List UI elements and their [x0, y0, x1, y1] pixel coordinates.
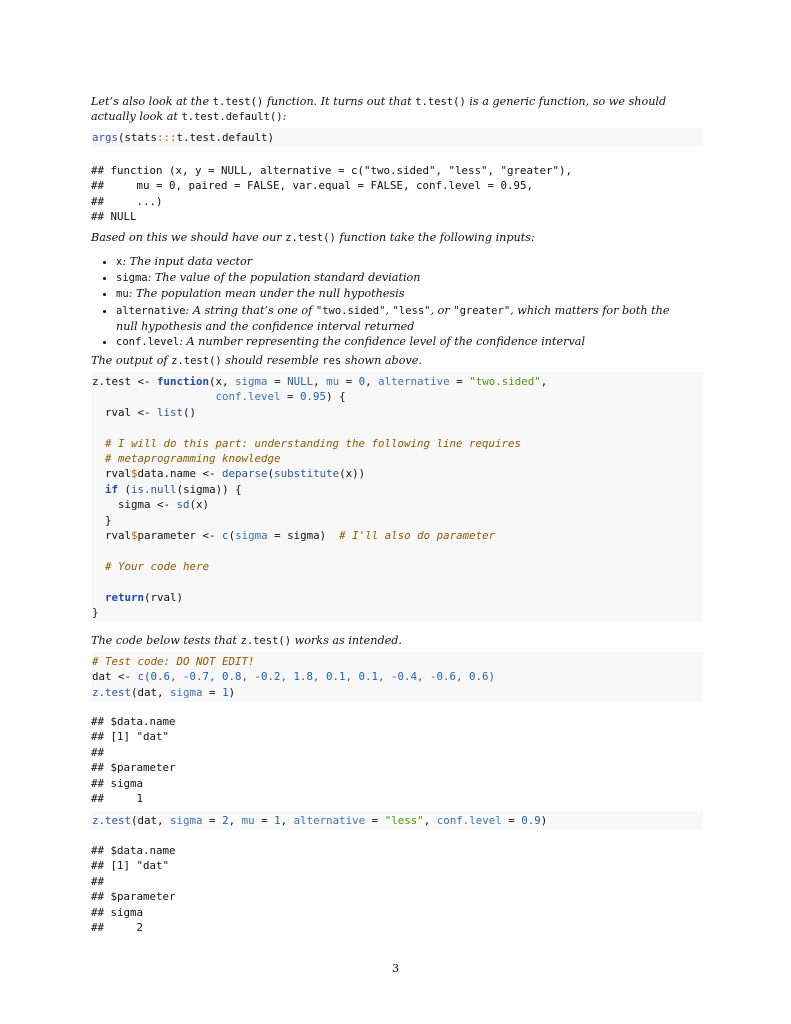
code-fn: z.test — [92, 814, 132, 827]
code-comment: # Your code here — [92, 559, 210, 573]
prose-text: function take the following inputs: — [339, 231, 535, 244]
code-arg: conf.level — [215, 390, 281, 404]
code-line — [92, 405, 703, 420]
input-name: mu — [116, 288, 129, 301]
code-number: 0.9 — [521, 814, 541, 827]
code-text: (stats — [118, 131, 158, 144]
code-fn: c — [137, 670, 145, 684]
code-text: , — [313, 375, 327, 388]
code-arg: sigma — [170, 814, 203, 827]
input-desc: , or — [430, 303, 450, 317]
input-desc: , — [385, 303, 389, 317]
code-text: (x, — [209, 375, 236, 388]
code-text: ) { — [326, 390, 346, 404]
test-note — [91, 634, 702, 649]
input-desc: : The value of the population standard deviation — [147, 271, 421, 285]
output-line: ## $parameter — [91, 761, 176, 775]
code-comment: # metaprogramming knowledge — [92, 452, 281, 466]
code-number: 0 — [358, 375, 366, 388]
code-text: , — [228, 814, 242, 827]
input-desc: : The population mean under the null hypothesis — [128, 287, 405, 301]
code-text: , — [365, 375, 379, 388]
inline-code: t.test() — [415, 96, 466, 108]
input-desc: : A number representing the confidence level of the confidence interval — [179, 335, 586, 349]
code-string: "less" — [384, 814, 424, 827]
code-text: ) — [228, 685, 236, 699]
output-line: ## $parameter — [91, 890, 176, 904]
list-item — [116, 270, 702, 286]
code-block-test — [91, 652, 703, 702]
code-line — [92, 389, 703, 404]
code-line — [92, 482, 703, 497]
code-line — [92, 528, 703, 543]
code-line — [92, 466, 703, 481]
code-text: = — [202, 814, 223, 827]
list-item — [116, 254, 702, 270]
output-line: ## — [91, 874, 105, 888]
code-text: t.test.default) — [176, 131, 275, 144]
inputs-intro — [91, 231, 702, 246]
code-text: ( — [228, 529, 236, 543]
list-item — [116, 286, 702, 302]
input-name: alternative — [116, 304, 186, 317]
code-line — [92, 374, 703, 389]
inline-code: t.test.default() — [181, 110, 283, 123]
output-line: ## [1] "dat" — [91, 859, 170, 873]
code-line-blank — [92, 543, 703, 558]
intro-text: : — [282, 109, 287, 123]
code-text: ) — [540, 814, 548, 827]
code-text: = — [365, 814, 385, 827]
list-item — [116, 334, 702, 350]
inline-code: "two.sided" — [315, 304, 386, 317]
input-desc: , which matters for both the — [510, 303, 670, 317]
code-text: rval — [92, 529, 132, 543]
code-fn: args — [92, 131, 119, 144]
intro-text: Let’s also look at the — [91, 95, 210, 108]
intro-text: actually look at — [91, 109, 178, 123]
code-fn: c — [222, 529, 229, 543]
prose-text: works as intended. — [294, 634, 402, 647]
inline-code: z.test() — [171, 355, 222, 367]
code-text: rval <- — [92, 405, 158, 419]
output-line: ## mu = 0, paired = FALSE, var.equal = FALSE, conf.level = 0.95, — [91, 179, 534, 193]
prose-text: Based on this we should have our — [91, 231, 282, 244]
code-arg: alternative — [293, 814, 366, 827]
code-const: NULL — [287, 375, 314, 388]
output-line: ## sigma — [91, 776, 144, 790]
output-line: ## $data.name — [91, 844, 176, 857]
code-text: () — [183, 405, 197, 419]
output-line: ## NULL — [91, 210, 137, 224]
code-arg: mu — [241, 814, 255, 827]
page-number: 3 — [391, 961, 400, 975]
code-indent — [92, 390, 216, 403]
input-desc: : The input data vector — [122, 255, 253, 268]
output-line: ## ...) — [91, 194, 163, 208]
code-text: (dat, — [131, 814, 171, 827]
code-keyword: return — [105, 590, 145, 604]
code-indent — [92, 591, 105, 604]
inline-code: "less" — [392, 304, 431, 317]
input-name: sigma — [116, 272, 148, 285]
code-text: z.test <- — [92, 375, 158, 388]
output-block-args — [91, 163, 702, 225]
prose-text: The output of — [91, 354, 168, 367]
code-arg: conf.level — [436, 814, 502, 827]
code-text: (x) — [189, 498, 210, 512]
code-arg: sigma — [235, 529, 268, 543]
code-text: sigma <- — [92, 498, 177, 512]
code-number: 0.95 — [300, 390, 327, 404]
code-text: = — [339, 375, 359, 388]
inline-code: z.test() — [285, 232, 336, 244]
code-text: rval — [92, 467, 132, 481]
code-fn: deparse — [222, 467, 268, 481]
inputs-list — [91, 254, 702, 350]
code-line: } — [92, 606, 99, 620]
code-keyword: function — [157, 375, 210, 388]
inline-code: t.test() — [212, 96, 264, 108]
code-dollar: $ — [131, 529, 138, 543]
code-line — [92, 669, 703, 684]
code-number: 1 — [222, 685, 229, 699]
prose-text: should resemble — [225, 354, 319, 367]
code-arg: sigma — [235, 375, 268, 388]
intro-paragraph — [91, 95, 702, 124]
code-line — [92, 685, 703, 700]
code-text: data.name <- — [137, 467, 223, 481]
output-line: ## 1 — [91, 792, 144, 806]
code-line-blank — [92, 420, 703, 435]
output-line: ## $data.name — [91, 715, 176, 728]
code-text: = — [501, 814, 522, 827]
code-indent — [92, 483, 105, 496]
intro-text: is a generic function, so we should — [469, 95, 667, 108]
output-block-test2 — [91, 843, 702, 935]
code-fn: is.null — [131, 482, 177, 496]
code-text: = — [280, 390, 301, 404]
prose-text: The code below tests that — [91, 634, 237, 647]
input-name: conf.level — [116, 336, 180, 349]
code-text: , — [540, 375, 548, 388]
code-arg: alternative — [378, 375, 450, 388]
code-number: 2 — [222, 814, 229, 827]
inline-code: "greater" — [453, 304, 511, 317]
code-line-blank — [92, 574, 703, 589]
code-text: = — [449, 375, 470, 388]
code-arg: sigma — [170, 685, 203, 699]
code-comment: # I will do this part: understanding the following line requires — [92, 436, 522, 450]
list-item — [116, 303, 702, 334]
code-ns-op: ::: — [157, 131, 177, 144]
code-keyword: if — [105, 482, 119, 496]
inline-code: res — [322, 355, 342, 367]
code-number: 1 — [274, 814, 281, 827]
input-desc: null hypothesis and the confidence interval returned — [116, 319, 415, 333]
code-text: (rval) — [144, 590, 184, 604]
code-arg: mu — [326, 375, 340, 388]
code-comment: # Test code: DO NOT EDIT! — [92, 655, 255, 668]
code-text: ( — [267, 467, 275, 481]
code-text: dat <- — [92, 670, 138, 684]
output-line: ## sigma — [91, 905, 144, 919]
code-text: , — [280, 814, 294, 827]
code-text: (dat, — [131, 685, 171, 699]
code-fn: sd — [176, 498, 190, 512]
output-line: ## [1] "dat" — [91, 730, 170, 744]
code-dollar: $ — [131, 467, 138, 481]
output-note — [91, 354, 702, 369]
input-desc: : A string that’s one of — [185, 303, 313, 317]
code-text: parameter <- — [137, 529, 223, 543]
intro-text: function. It turns out that — [266, 95, 412, 108]
code-text: (sigma)) { — [176, 482, 242, 496]
input-name: x — [116, 256, 123, 268]
code-line — [92, 590, 703, 605]
code-fn: z.test — [92, 685, 132, 699]
code-block-args — [91, 128, 703, 147]
code-text: = — [202, 685, 223, 699]
code-fn: substitute — [274, 467, 340, 481]
code-text: (x)) — [339, 467, 366, 481]
code-line: } — [92, 513, 112, 527]
output-line: ## 2 — [91, 921, 144, 935]
code-block-test2 — [91, 811, 703, 830]
code-fn: list — [157, 405, 184, 419]
code-text: = — [254, 814, 275, 827]
code-text: = sigma) — [267, 529, 340, 543]
output-block-test1 — [91, 714, 702, 806]
code-text: = — [267, 375, 288, 388]
code-text: ( — [118, 482, 132, 496]
code-text: , — [423, 814, 437, 827]
code-line — [92, 497, 703, 512]
inline-code: z.test() — [240, 635, 292, 647]
prose-text: shown above. — [344, 354, 422, 367]
code-number: (0.6, -0.7, 0.8, -0.2, 1.8, 0.1, 0.1, -0.4, -0.6, 0.6) — [144, 670, 496, 684]
code-comment: # I'll also do parameter — [339, 529, 496, 543]
code-string: "two.sided" — [469, 375, 541, 388]
output-line: ## — [91, 745, 105, 759]
code-block-ztest-definition — [91, 372, 703, 622]
output-line: ## function (x, y = NULL, alternative = c("two.sided", "less", "greater"), — [91, 164, 573, 177]
